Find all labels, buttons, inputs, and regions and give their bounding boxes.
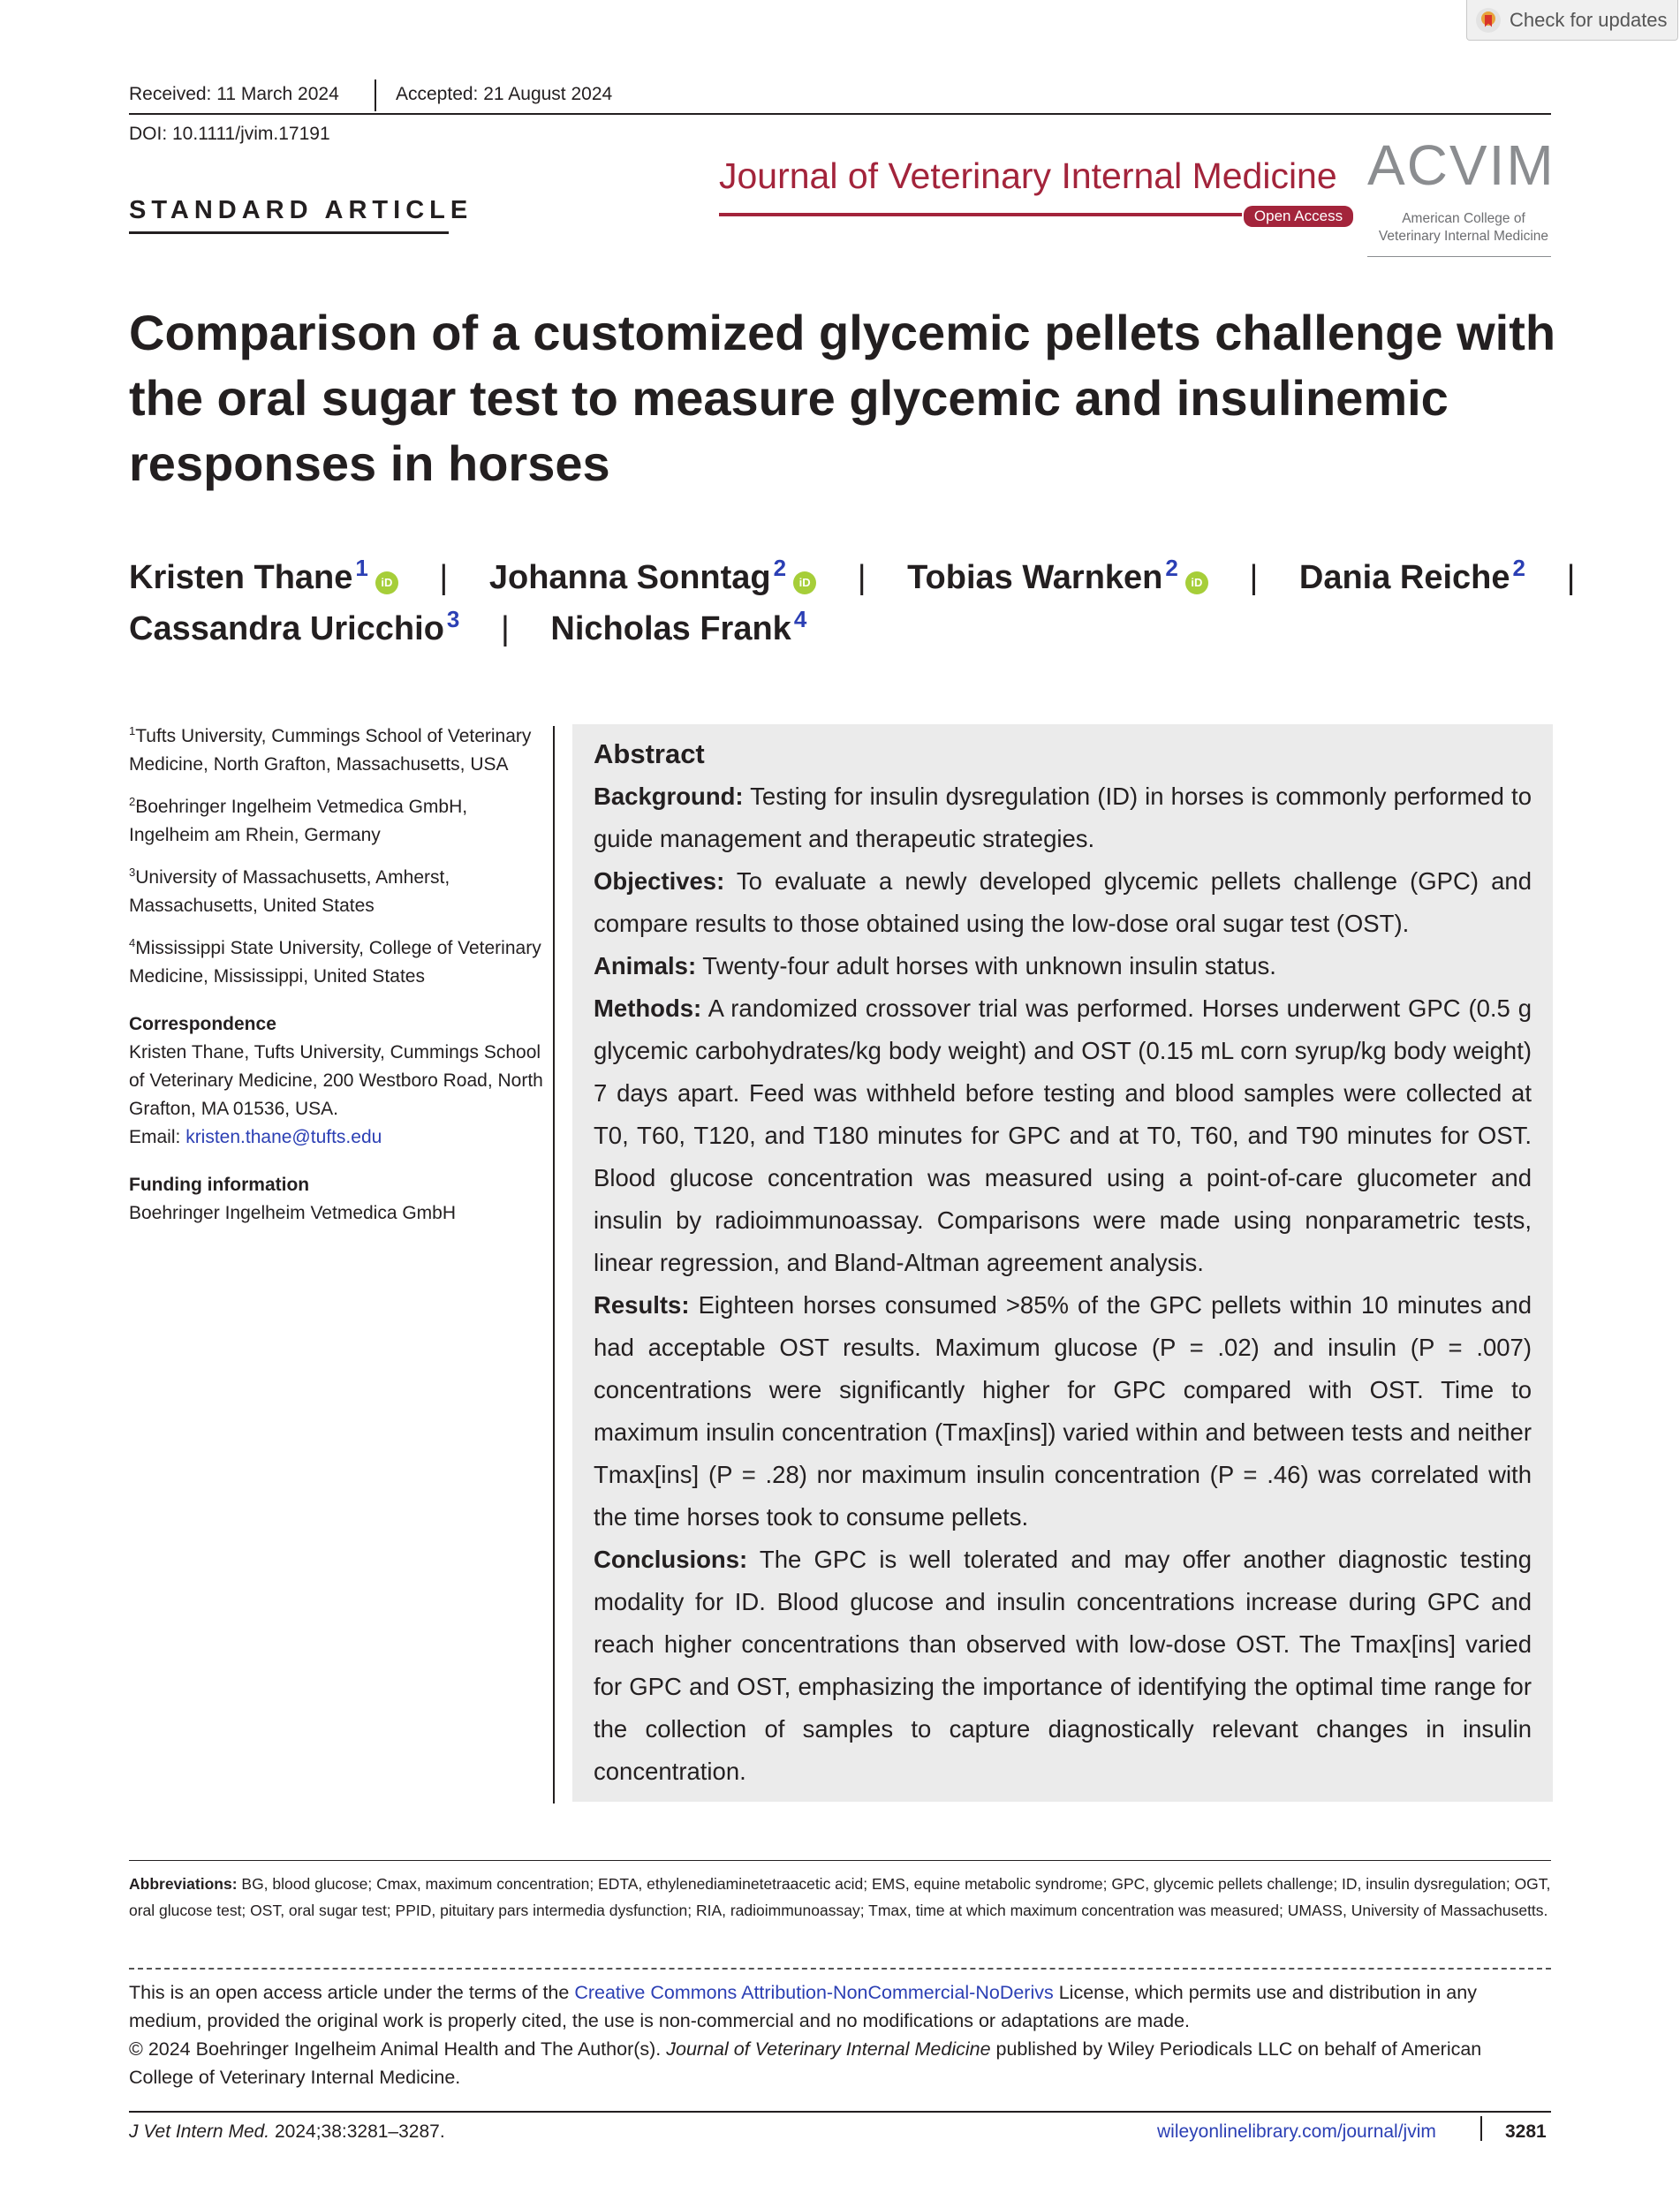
- doi: DOI: 10.1111/jvim.17191: [129, 124, 330, 144]
- funding-text: Boehringer Ingelheim Vetmedica GmbH: [129, 1203, 457, 1223]
- check-for-updates-label: Check for updates: [1510, 8, 1668, 31]
- author[interactable]: Cassandra Uricchio $^3$: [129, 606, 460, 647]
- received-date: Received: 11 March 2024: [129, 84, 339, 104]
- author[interactable]: Tobias Warnken $^2$iD: [907, 555, 1208, 597]
- open-access-badge: Open Access: [1244, 206, 1353, 227]
- acvim-logo-subtitle: American College of Veterinary Internal Medicine: [1378, 211, 1549, 244]
- accepted-date: Accepted: 21 August 2024: [396, 84, 613, 104]
- author-separator: |: [857, 559, 866, 596]
- affiliation: $^4$Mississippi State University, College of Veterinary Medicine, Mississippi, United States: [129, 936, 541, 987]
- author-info-column: [129, 717, 544, 1228]
- abbreviations: Abbreviations: BG, blood glucose; Cmax, maximum concentration; EDTA, ethylenediaminetetraacetic acid; EMS, equine metabolic syndrome; GPC, glycemic pellets challenge; ID, insulin dysregulation; OGT, oral glucose test; OST, oral sugar test; PPID, pituitary pars intermedia dysfunction; RIA, radioimmunoassay; Tmax, time at which maximum concentration was measured; UMASS, University of Massachusetts.: [129, 1875, 1551, 1919]
- journal-name: Journal of Veterinary Internal Medicine: [719, 155, 1337, 196]
- abstract-background: Background: Testing for insulin dysregulation (ID) in horses is commonly performed to guide management and therapeutic strategies.: [594, 783, 1532, 852]
- author[interactable]: Kristen Thane $^1$iD: [129, 555, 398, 597]
- email-link[interactable]: kristen.thane@tufts.edu: [185, 1127, 382, 1147]
- author-line: [129, 606, 806, 648]
- acvim-logo: ACVIM: [1367, 133, 1555, 197]
- abstract-conclusions: Conclusions: The GPC is well tolerated and may offer another diagnostic testing modality for ID. Blood glucose and insulin concentrations increase during GPC and reach higher concentrations than observed with low-dose OST. The Tmax[ins] varied for GPC and OST, emphasizing the importance of identifying the optimal time range for the collection of samples to capture diagnostically relevant changes in insulin concentration.: [594, 1546, 1532, 1785]
- correspondence-text: Kristen Thane, Tufts University, Cummings School of Veterinary Medicine, 200 Westboro Road, North Grafton, MA 01536, USA.: [129, 1042, 543, 1119]
- correspondence-email-row: Email: kristen.thane@tufts.edu: [129, 1127, 382, 1147]
- affiliation: $^1$Tufts University, Cummings School of Veterinary Medicine, North Grafton, Massachusetts, USA: [129, 724, 532, 775]
- orcid-icon[interactable]: iD: [375, 571, 398, 594]
- article-type: STANDARD ARTICLE: [129, 196, 473, 224]
- abstract-heading: Abstract: [594, 738, 705, 769]
- orcid-icon[interactable]: iD: [1185, 571, 1208, 594]
- header-divider: [375, 79, 376, 111]
- header-rule: [129, 113, 1551, 115]
- crossmark-icon: [1476, 8, 1501, 33]
- funding-heading: Funding information: [129, 1175, 310, 1195]
- orcid-icon[interactable]: iD: [793, 571, 816, 594]
- article-type-underline: [129, 231, 449, 234]
- dashed-divider: [129, 1968, 1551, 1970]
- affiliation: $^3$University of Massachusetts, Amherst, Massachusetts, United States: [129, 866, 450, 916]
- author-separator: |: [1566, 559, 1576, 596]
- footer-divider: [1480, 2116, 1482, 2141]
- author[interactable]: Johanna Sonntag $^2$iD: [489, 555, 816, 597]
- author[interactable]: Dania Reiche $^2$: [1298, 555, 1525, 596]
- column-divider: [553, 726, 555, 1803]
- author-separator: |: [1249, 559, 1259, 596]
- check-for-updates-button[interactable]: [1466, 0, 1678, 41]
- footer-rule: [129, 2111, 1551, 2113]
- journal-url-link[interactable]: wileyonlinelibrary.com/journal/jvim: [1157, 2121, 1436, 2142]
- abstract-methods: Methods: A randomized crossover trial was performed. Horses underwent GPC (0.5 g glycemic carbohydrates/kg body weight) and OST (0.15 mL corn syrup/kg body weight) 7 days apart. Feed was withheld before testing and blood samples were collected at T0, T60, T120, and T180 minutes for GPC and at T0, T60, and T90 minutes for OST. Blood glucose concentration was measured using a point-of-care glucometer and insulin by radioimmunoassay. Comparisons were made using nonparametric tests, linear regression, and Bland-Altman agreement analysis.: [594, 994, 1532, 1276]
- journal-citation: J Vet Intern Med. 2024;38:3281–3287.: [129, 2121, 445, 2142]
- copyright: © 2024 Boehringer Ingelheim Animal Health and The Author(s). Journal of Veterinary Internal Medicine published by Wiley Periodicals LLC on behalf of American College of Veterinary Internal Medicine.: [129, 2038, 1482, 2088]
- author-separator: |: [439, 559, 449, 596]
- author-line: [129, 555, 1607, 597]
- author[interactable]: Nicholas Frank $^4$: [550, 606, 807, 647]
- license-link[interactable]: Creative Commons Attribution-NonCommercial-NoDerivs: [574, 1982, 1054, 2003]
- license-notice: This is an open access article under the terms of the Creative Commons Attribution-NonCommercial-NoDerivs License, which permits use and distribution in any medium, provided the original work is properly cited, the use is non-commercial and no modifications or adaptations are made. © 2024 Boehringer Ingelheim Animal Health and The Author(s). Journal of Veterinary Internal Medicine published by Wiley Periodicals LLC on behalf of American College of Veterinary Internal Medicine.: [129, 1978, 1551, 2091]
- abstract-box: [572, 724, 1553, 1802]
- abstract-objectives: Objectives: To evaluate a newly developed glycemic pellets challenge (GPC) and compare results to those obtained using the low-dose oral sugar test (OST).: [594, 867, 1532, 937]
- affiliation: $^2$Boehringer Ingelheim Vetmedica GmbH, Ingelheim am Rhein, Germany: [129, 795, 468, 845]
- acvim-logo-underline: [1367, 256, 1551, 257]
- author-separator: |: [500, 610, 510, 647]
- footnote-rule: [129, 1860, 1551, 1861]
- journal-underline: [719, 213, 1242, 216]
- abstract-animals: Animals: Twenty-four adult horses with unknown insulin status.: [594, 952, 1276, 979]
- abstract-results: Results: Eighteen horses consumed >85% of the GPC pellets within 10 minutes and had acceptable OST results. Maximum glucose (P = .02) and insulin (P = .007) concentrations were significantly higher for GPC compared with OST. Time to maximum insulin concentration (Tmax[ins]) varied within and between tests and neither Tmax[ins] (P = .28) nor maximum insulin concentration (P = .46) was correlated with the time horses took to consume pellets.: [594, 1291, 1532, 1531]
- correspondence-heading: Correspondence: [129, 1014, 276, 1034]
- page-number: 3281: [1505, 2121, 1547, 2142]
- article-title: Comparison of a customized glycemic pellets challenge with the oral sugar test to measure glycemic and insulinemic responses in horses: [129, 305, 1556, 491]
